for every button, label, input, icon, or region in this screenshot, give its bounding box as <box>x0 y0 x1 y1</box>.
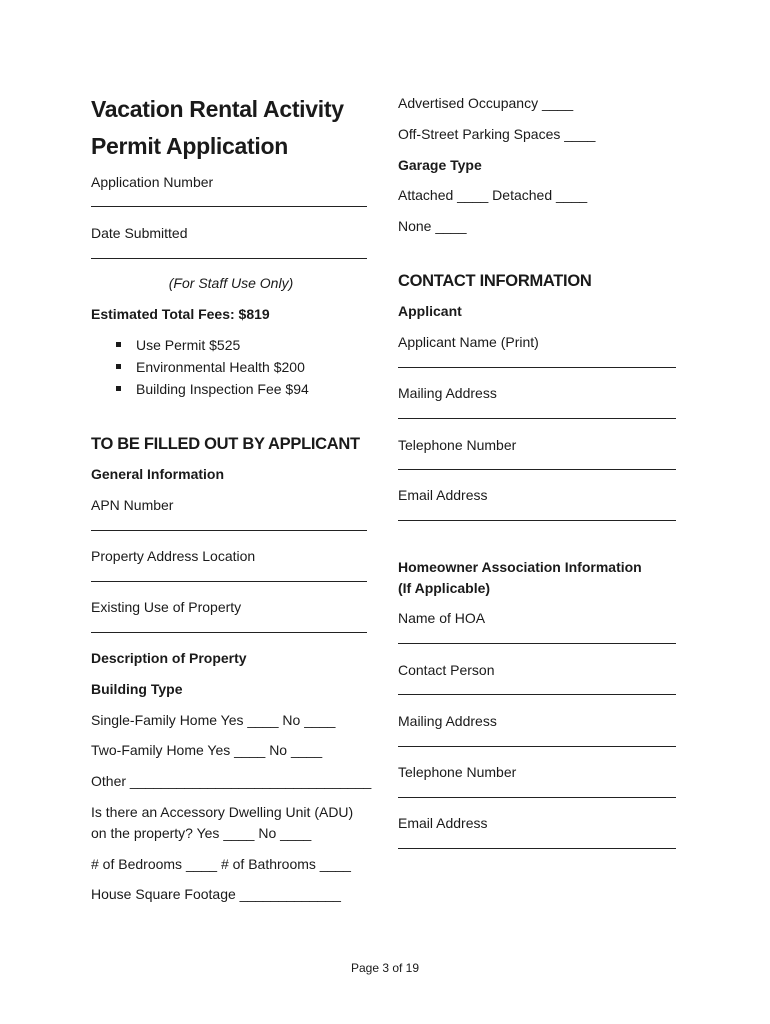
fee-list <box>91 334 309 400</box>
page-number: Page 3 of 19 <box>350 961 420 975</box>
hoa-heading-line-1: Homeowner Association Information <box>398 559 642 575</box>
applicant-name-label: Applicant Name (Print) <box>398 334 539 350</box>
mailing-address-label: Mailing Address <box>398 385 497 401</box>
email-address-label: Email Address <box>398 487 488 503</box>
bedrooms-bathrooms-field[interactable]: # of Bedrooms ____ # of Bathrooms ____ <box>91 856 351 872</box>
staff-use-note: (For Staff Use Only) <box>168 275 294 291</box>
general-information-heading: General Information <box>91 466 225 482</box>
application-number-field[interactable] <box>91 206 367 207</box>
off-street-parking-field[interactable]: Off-Street Parking Spaces ____ <box>398 126 596 142</box>
telephone-number-label: Telephone Number <box>398 437 517 453</box>
square-footage-field[interactable]: House Square Footage _____________ <box>91 886 341 902</box>
date-submitted-field[interactable] <box>91 258 367 259</box>
advertised-occupancy-field[interactable]: Advertised Occupancy ____ <box>398 95 574 111</box>
fee-item: Building Inspection Fee $94 <box>91 378 309 400</box>
description-of-property-heading: Description of Property <box>91 650 247 666</box>
telephone-number-field[interactable] <box>398 469 676 470</box>
apn-number-field[interactable] <box>91 530 367 531</box>
property-address-field[interactable] <box>91 581 367 582</box>
mailing-address-field[interactable] <box>398 418 676 419</box>
hoa-name-label: Name of HOA <box>398 610 486 626</box>
page-title-line-2: Permit Application <box>91 133 288 159</box>
page-title-line-1: Vacation Rental Activity <box>91 96 344 122</box>
hoa-telephone-field[interactable] <box>398 797 676 798</box>
date-submitted-label: Date Submitted <box>91 225 188 241</box>
applicant-heading: Applicant <box>398 303 462 319</box>
contact-information-heading: CONTACT INFORMATION <box>398 272 592 290</box>
other-building-type-field[interactable]: Other _______________________________ <box>91 773 372 789</box>
two-family-home-field[interactable]: Two-Family Home Yes ____ No ____ <box>91 742 323 758</box>
hoa-email-field[interactable] <box>398 848 676 849</box>
hoa-telephone-label: Telephone Number <box>398 764 517 780</box>
estimated-fees-heading: Estimated Total Fees: $819 <box>91 306 270 322</box>
fee-item: Environmental Health $200 <box>91 356 309 378</box>
hoa-heading-line-2: (If Applicable) <box>398 580 491 596</box>
building-type-heading: Building Type <box>91 681 183 697</box>
hoa-contact-person-label: Contact Person <box>398 662 495 678</box>
hoa-mailing-address-label: Mailing Address <box>398 713 497 729</box>
property-address-label: Property Address Location <box>91 548 256 564</box>
garage-type-heading: Garage Type <box>398 157 482 173</box>
garage-none-field[interactable]: None ____ <box>398 218 467 234</box>
adu-question-line-1: Is there an Accessory Dwelling Unit (ADU) <box>91 804 354 820</box>
applicant-name-field[interactable] <box>398 367 676 368</box>
hoa-contact-person-field[interactable] <box>398 694 676 695</box>
hoa-mailing-address-field[interactable] <box>398 746 676 747</box>
email-address-field[interactable] <box>398 520 676 521</box>
existing-use-field[interactable] <box>91 632 367 633</box>
hoa-name-field[interactable] <box>398 643 676 644</box>
hoa-email-label: Email Address <box>398 815 488 831</box>
application-number-label: Application Number <box>91 174 214 190</box>
fee-item: Use Permit $525 <box>91 334 309 356</box>
existing-use-label: Existing Use of Property <box>91 599 242 615</box>
applicant-section-heading: TO BE FILLED OUT BY APPLICANT <box>91 435 360 453</box>
apn-number-label: APN Number <box>91 497 174 513</box>
garage-attached-detached-field[interactable]: Attached ____ Detached ____ <box>398 187 588 203</box>
adu-question-field[interactable]: on the property? Yes ____ No ____ <box>91 825 312 841</box>
single-family-home-field[interactable]: Single-Family Home Yes ____ No ____ <box>91 712 336 728</box>
